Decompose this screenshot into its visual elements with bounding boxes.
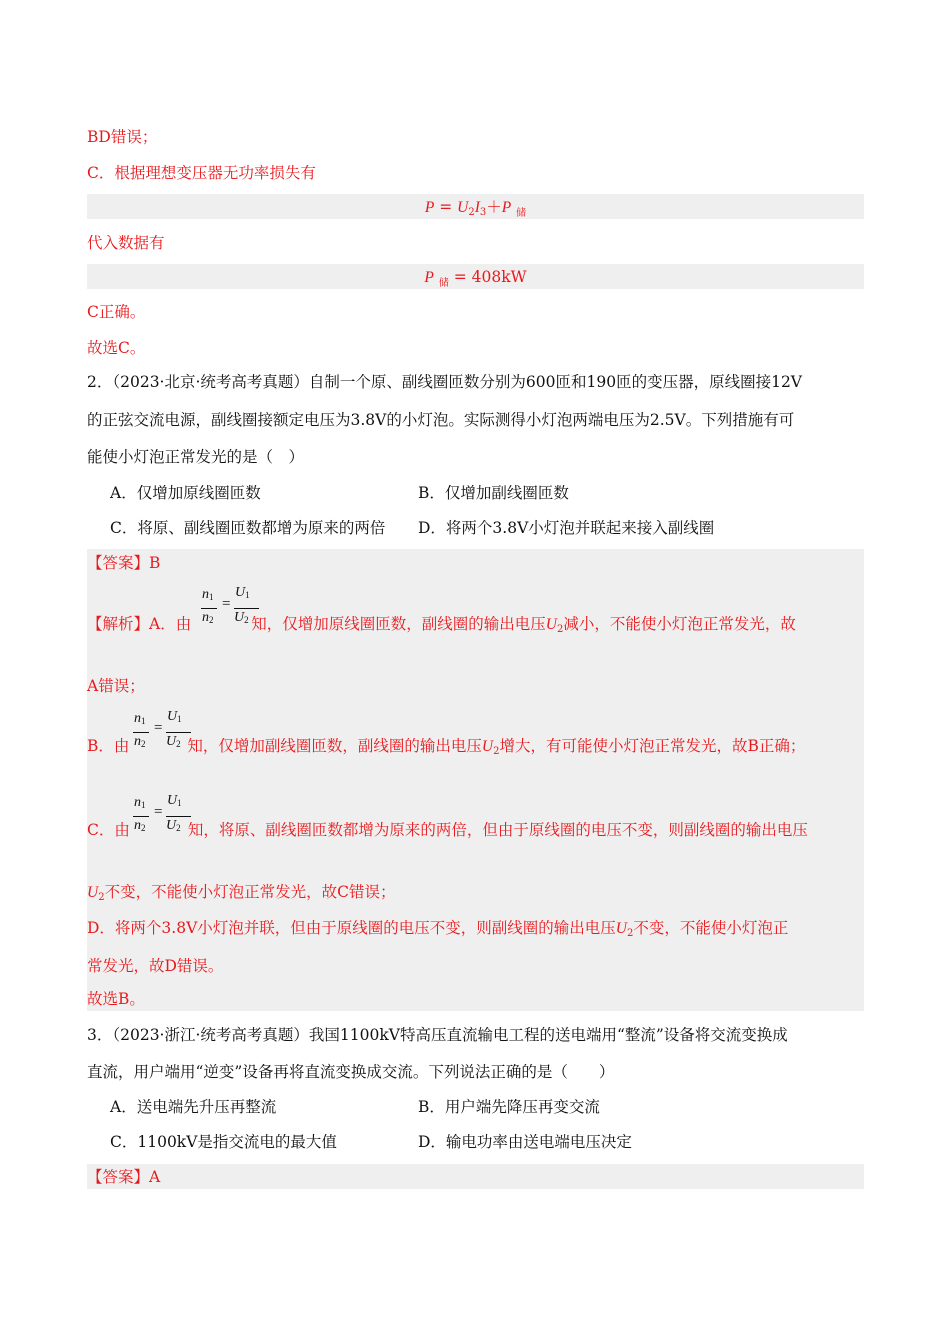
q3-answer-block xyxy=(87,1164,864,1189)
q3-stem-line-2: 直流，用户端用“逆变”设备再将直流变换成交流。下列说法正确的是（ ） xyxy=(87,1063,615,1081)
prev-line-c-correct: C正确。 xyxy=(87,303,146,321)
equation-storage-power: P $_储$ = 408kW xyxy=(424,268,527,289)
q3-answer xyxy=(87,1166,160,1188)
equation-power-balance: $P = U_2I_3+P$ $_储$ xyxy=(424,198,527,219)
q2-analysis-d-line-2: 常发光，故D错误。 xyxy=(87,957,224,975)
q2-analysis-d-line: D．将两个3.8V小灯泡并联，但由于原线圈的电压不变，则副线圈的输出电压$U_2$不变，不能使小灯泡正 xyxy=(87,919,789,939)
q2-option-b: B．仅增加副线圈匝数 xyxy=(418,484,569,502)
q2-analysis-c-line: C．由 知，将原、副线圈匝数都增为原来的两倍，但由于原线圈的电压不变，则副线圈的输出电压 xyxy=(87,821,808,839)
prev-line-choose-c: 故选C。 xyxy=(87,339,146,357)
q3-stem-line-1: 3．（2023·浙江·统考高考真题）我国1100kV特高压直流输电工程的送电端用“整流”设备将交流变换成 xyxy=(87,1026,788,1044)
q2-analysis-label: 【解析】 xyxy=(87,615,150,633)
prev-line-bd-wrong: BD错误； xyxy=(87,128,158,146)
q2-option-c: C．将原、副线圈匝数都增为原来的两倍 xyxy=(110,519,386,537)
q2-analysis-a-line: 【解析】A．由 知，仅增加原线圈匝数，副线圈的输出电压$U_2$减小，不能使小灯泡正常发光，故 xyxy=(87,615,796,635)
q2-answer xyxy=(87,552,160,574)
q3-option-c: C．1100kV是指交流电的最大值 xyxy=(110,1133,337,1151)
q2-stem-line-3: 能使小灯泡正常发光的是（ ） xyxy=(87,448,305,466)
q2-answer-value: B xyxy=(149,554,161,572)
q3-answer-value: A xyxy=(149,1168,161,1186)
q2-analysis-a-line-2: A错误； xyxy=(87,677,145,695)
q2-analysis-b-line: B．由 知，仅增加副线圈匝数，副线圈的输出电压$U_2$增大，有可能使小灯泡正常发光，故B正确； xyxy=(87,737,806,757)
q2-fraction-a: $n_1$ $n_2$ = $U_1$ $U_2$ xyxy=(201,587,261,637)
q2-stem-line-1: 2．（2023·北京·统考高考真题）自制一个原、副线圈匝数分别为600匝和190匝的变压器，原线圈接12V xyxy=(87,373,803,391)
q3-option-b: B．用户端先降压再变交流 xyxy=(418,1098,600,1116)
q2-answer-label: 【答案】 xyxy=(87,554,150,572)
q3-option-d: D．输电功率由送电端电压决定 xyxy=(418,1133,632,1151)
q2-fraction-c: $n_1$ $n_2$ = $U_1$ $U_2$ xyxy=(133,795,193,845)
q2-conclusion: 故选B。 xyxy=(87,990,145,1008)
q2-analysis-c-line-2: $U_2$不变，不能使小灯泡正常发光，故C错误； xyxy=(87,883,396,903)
prev-line-substitute: 代入数据有 xyxy=(87,234,165,252)
prev-line-c-reason: C．根据理想变压器无功率损失有 xyxy=(87,164,316,182)
q2-option-a: A．仅增加原线圈匝数 xyxy=(110,484,261,502)
q2-stem-line-2: 的正弦交流电源，副线圈接额定电压为3.8V的小灯泡。实际测得小灯泡两端电压为2.5V。下列措施有可 xyxy=(87,411,795,429)
q3-option-a: A．送电端先升压再整流 xyxy=(110,1098,277,1116)
q2-option-d: D．将两个3.8V小灯泡并联起来接入副线圈 xyxy=(418,519,715,537)
q3-answer-label: 【答案】 xyxy=(87,1168,150,1186)
q2-fraction-b: $n_1$ $n_2$ = $U_1$ $U_2$ xyxy=(133,711,193,761)
